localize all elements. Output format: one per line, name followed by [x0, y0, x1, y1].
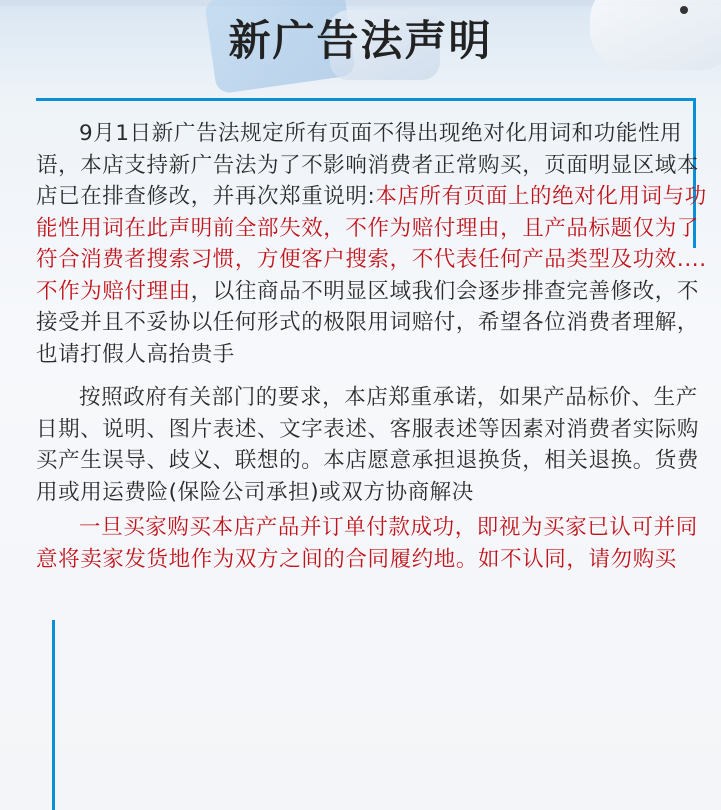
frame-line-top [36, 98, 696, 101]
paragraph-1-lead: 9月1日新广告法规定所有页面不得出现绝对化用词和功能性用语，本店支持新广告法为了不影响消费者正常购买，页面明显区域本店已在排查修改，并再次郑重说明: [36, 121, 700, 209]
frame-line-left [52, 620, 55, 810]
statement-paragraph-3: 一旦买家购买本店产品并订单付款成功，即视为买家已认可并同意将卖家发货地作为双方之间的合同履约地。如不认同，请勿购买 [36, 515, 698, 572]
page-title: 新广告法声明 [228, 16, 493, 65]
statement-paragraph-1 [36, 118, 708, 370]
paragraph-1-tail: ，以往商品不明显区域我们会逐步排查完善修改，不接受并且不妥协以任何形式的极限用词赔付，希望各位消费者理解，也请打假人高抬贵手 [36, 278, 700, 367]
statement-paragraph-2: 按照政府有关部门的要求，本店郑重承诺，如果产品标价、生产日期、说明、图片表述、文字表述、客服表述等因素对消费者实际购买产生误导、歧义、联想的。本店愿意承担退换货，相关退换。货费用或用运费险(保险公司承担)或双方协商解决 [36, 385, 700, 505]
paragraph-1-highlight: 本店所有页面上的绝对化用词与功能性用词在此声明前全部失效，不作为赔付理由，且产品标题仅为了符合消费者搜索习惯，方便客户搜索，不代表任何产品类型及功效....不作为赔付理由 [36, 184, 707, 304]
statement-body [36, 118, 708, 575]
